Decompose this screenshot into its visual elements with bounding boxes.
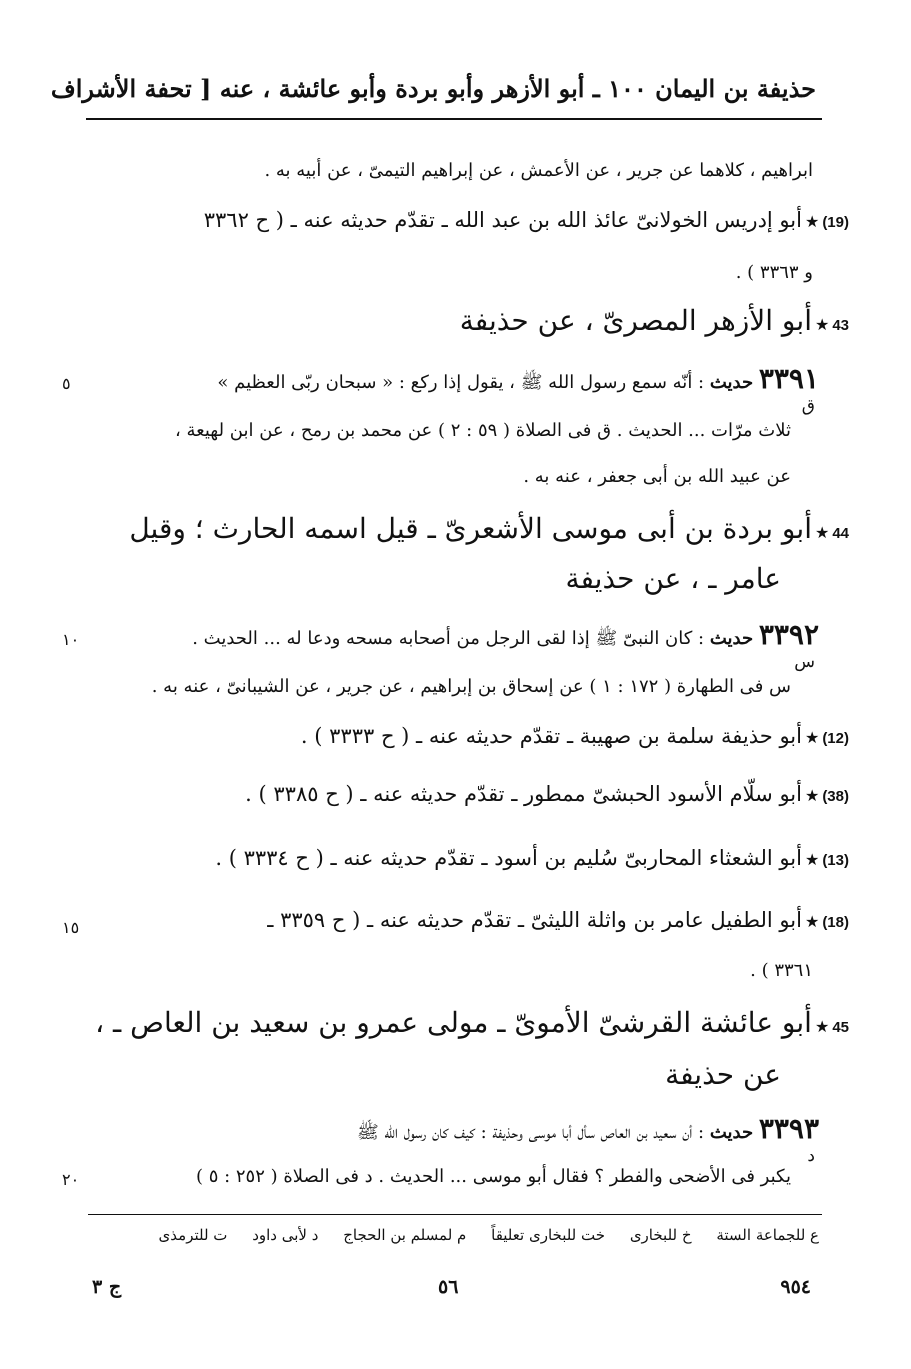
entry-marker: 44 xyxy=(832,525,849,542)
hadith-label: حديث xyxy=(709,372,754,393)
margin-siglum: د xyxy=(807,1146,815,1166)
page-number: ٩٥٤ xyxy=(780,1276,811,1298)
margin-line-number: ٢٠ xyxy=(62,1170,80,1189)
margin-siglum: ق xyxy=(801,396,815,416)
star-icon: ★ xyxy=(814,315,830,334)
text-line: ثلاث مرّات ... الحديث . ق فى الصلاة ( ٥٩ : ٢ ) عن محمد بن رمح ، عن ابن لهيعة ، xyxy=(174,420,791,441)
entry-marker: 43 xyxy=(832,317,849,334)
star-icon: ★ xyxy=(804,212,820,231)
margin-line-number: ١٠ xyxy=(62,630,80,649)
text-line: س فى الطهارة ( ١٧٢ : ١ ) عن إسحاق بن إبراهيم ، عن جرير ، عن الشيبانىّ ، عنه به . xyxy=(151,676,791,697)
entry-heading: 45★أبو عائشة القرشىّ الأموىّ ـ مولى عمرو بن سعيد بن العاص ـ ، xyxy=(95,1006,849,1039)
text-line: عن عبيد الله بن أبى جعفر ، عنه به . xyxy=(523,466,791,487)
entry-marker: (18) xyxy=(822,914,849,931)
footer-rule xyxy=(88,1214,822,1215)
text-line: ابراهيم ، كلاهما عن جرير ، عن الأعمش ، عن إبراهيم التيمىّ ، عن أبيه به . xyxy=(264,160,813,181)
hadith-label: حديث xyxy=(709,1122,754,1143)
abbreviation-key xyxy=(139,1226,819,1244)
abbreviation: م لمسلم بن الحجاج xyxy=(343,1226,467,1244)
printed-page-number: ٥٦ xyxy=(438,1276,459,1298)
entry-heading: 44★أبو بردة بن أبى موسى الأشعرىّ ـ قيل اسمه الحارث ؛ وقيل xyxy=(129,512,849,545)
entry-marker: (13) xyxy=(822,852,849,869)
abbreviation: ع للجماعة الستة xyxy=(716,1226,819,1244)
margin-line-number: ٥ xyxy=(62,374,71,393)
abbreviation: خت للبخارى تعليقاً xyxy=(491,1226,606,1244)
header-rule xyxy=(86,118,822,120)
volume-label: ج ٣ xyxy=(92,1276,122,1298)
star-icon: ★ xyxy=(804,912,820,931)
hadith-line: ٣٣٩٣ حديث : أن سعيد بن العاص سأل أبا موسى وحذيفة : كيف كان رسول الله ﷺ xyxy=(356,1112,819,1145)
hadith-label: حديث xyxy=(709,628,754,649)
hadith-number: ٣٣٩١ xyxy=(758,362,819,395)
margin-siglum: س xyxy=(794,652,815,672)
entry-line: (13)★أبو الشعثاء المحاربىّ سُليم بن أسود ـ تقدّم حديثه عنه ـ ( ح ٣٣٣٤ ) . xyxy=(215,846,849,870)
hadith-number: ٣٣٩٣ xyxy=(758,1112,819,1145)
text-line: عن حذيفة xyxy=(665,1058,781,1091)
entry-marker: (38) xyxy=(822,788,849,805)
abbreviation: خ للبخارى xyxy=(629,1226,692,1244)
entry-marker: (19) xyxy=(822,214,849,231)
star-icon: ★ xyxy=(814,1017,830,1036)
text-line: و ٣٣٦٣ ) . xyxy=(735,262,813,283)
hadith-line: ٣٣٩٢ حديث : كان النبىّ ﷺ إذا لقى الرجل من أصحابه مسحه ودعا له ... الحديث . xyxy=(192,618,819,651)
text-line: عامر ـ ، عن حذيفة xyxy=(565,562,781,595)
entry-line: (18)★أبو الطفيل عامر بن واثلة الليثىّ ـ تقدّم حديثه عنه ـ ( ح ٣٣٥٩ ـ xyxy=(267,908,849,932)
abbreviation: ت للترمذى xyxy=(158,1226,228,1244)
abbreviation: د لأبى داود xyxy=(252,1226,319,1244)
star-icon: ★ xyxy=(804,850,820,869)
entry-line: (12)★أبو حذيفة سلمة بن صهيبة ـ تقدّم حديثه عنه ـ ( ح ٣٣٣٣ ) . xyxy=(300,724,849,748)
running-header: حذيفة بن اليمان ١٠٠ ـ أبو الأزهر وأبو بردة وأبو عائشة ، عنه [ تحفة الأشراف xyxy=(50,74,816,103)
hadith-number: ٣٣٩٢ xyxy=(758,618,819,651)
star-icon: ★ xyxy=(814,523,830,542)
margin-line-number: ١٥ xyxy=(62,918,80,937)
star-icon: ★ xyxy=(804,728,820,747)
entry-line: (19)★أبو إدريس الخولانىّ عائذ الله بن عبد الله ـ تقدّم حديثه عنه ـ ( ح ٣٣٦٢ xyxy=(203,208,849,232)
text-line: ٣٣٦١ ) . xyxy=(750,960,813,981)
entry-line: (38)★أبو سلّام الأسود الحبشىّ ممطور ـ تقدّم حديثه عنه ـ ( ح ٣٣٨٥ ) . xyxy=(245,782,849,806)
entry-marker: 45 xyxy=(832,1019,849,1036)
text-line: يكبر فى الأضحى والفطر ؟ فقال أبو موسى ... الحديث . د فى الصلاة ( ٢٥٢ : ٥ ) xyxy=(195,1166,791,1187)
star-icon: ★ xyxy=(804,786,820,805)
entry-marker: (12) xyxy=(822,730,849,747)
hadith-line: ٣٣٩١ حديث : أنّه سمع رسول الله ﷺ ، يقول إذا ركع : « سبحان ربّى العظيم » xyxy=(217,362,819,395)
entry-heading: 43★أبو الأزهر المصرىّ ، عن حذيفة xyxy=(459,304,849,337)
